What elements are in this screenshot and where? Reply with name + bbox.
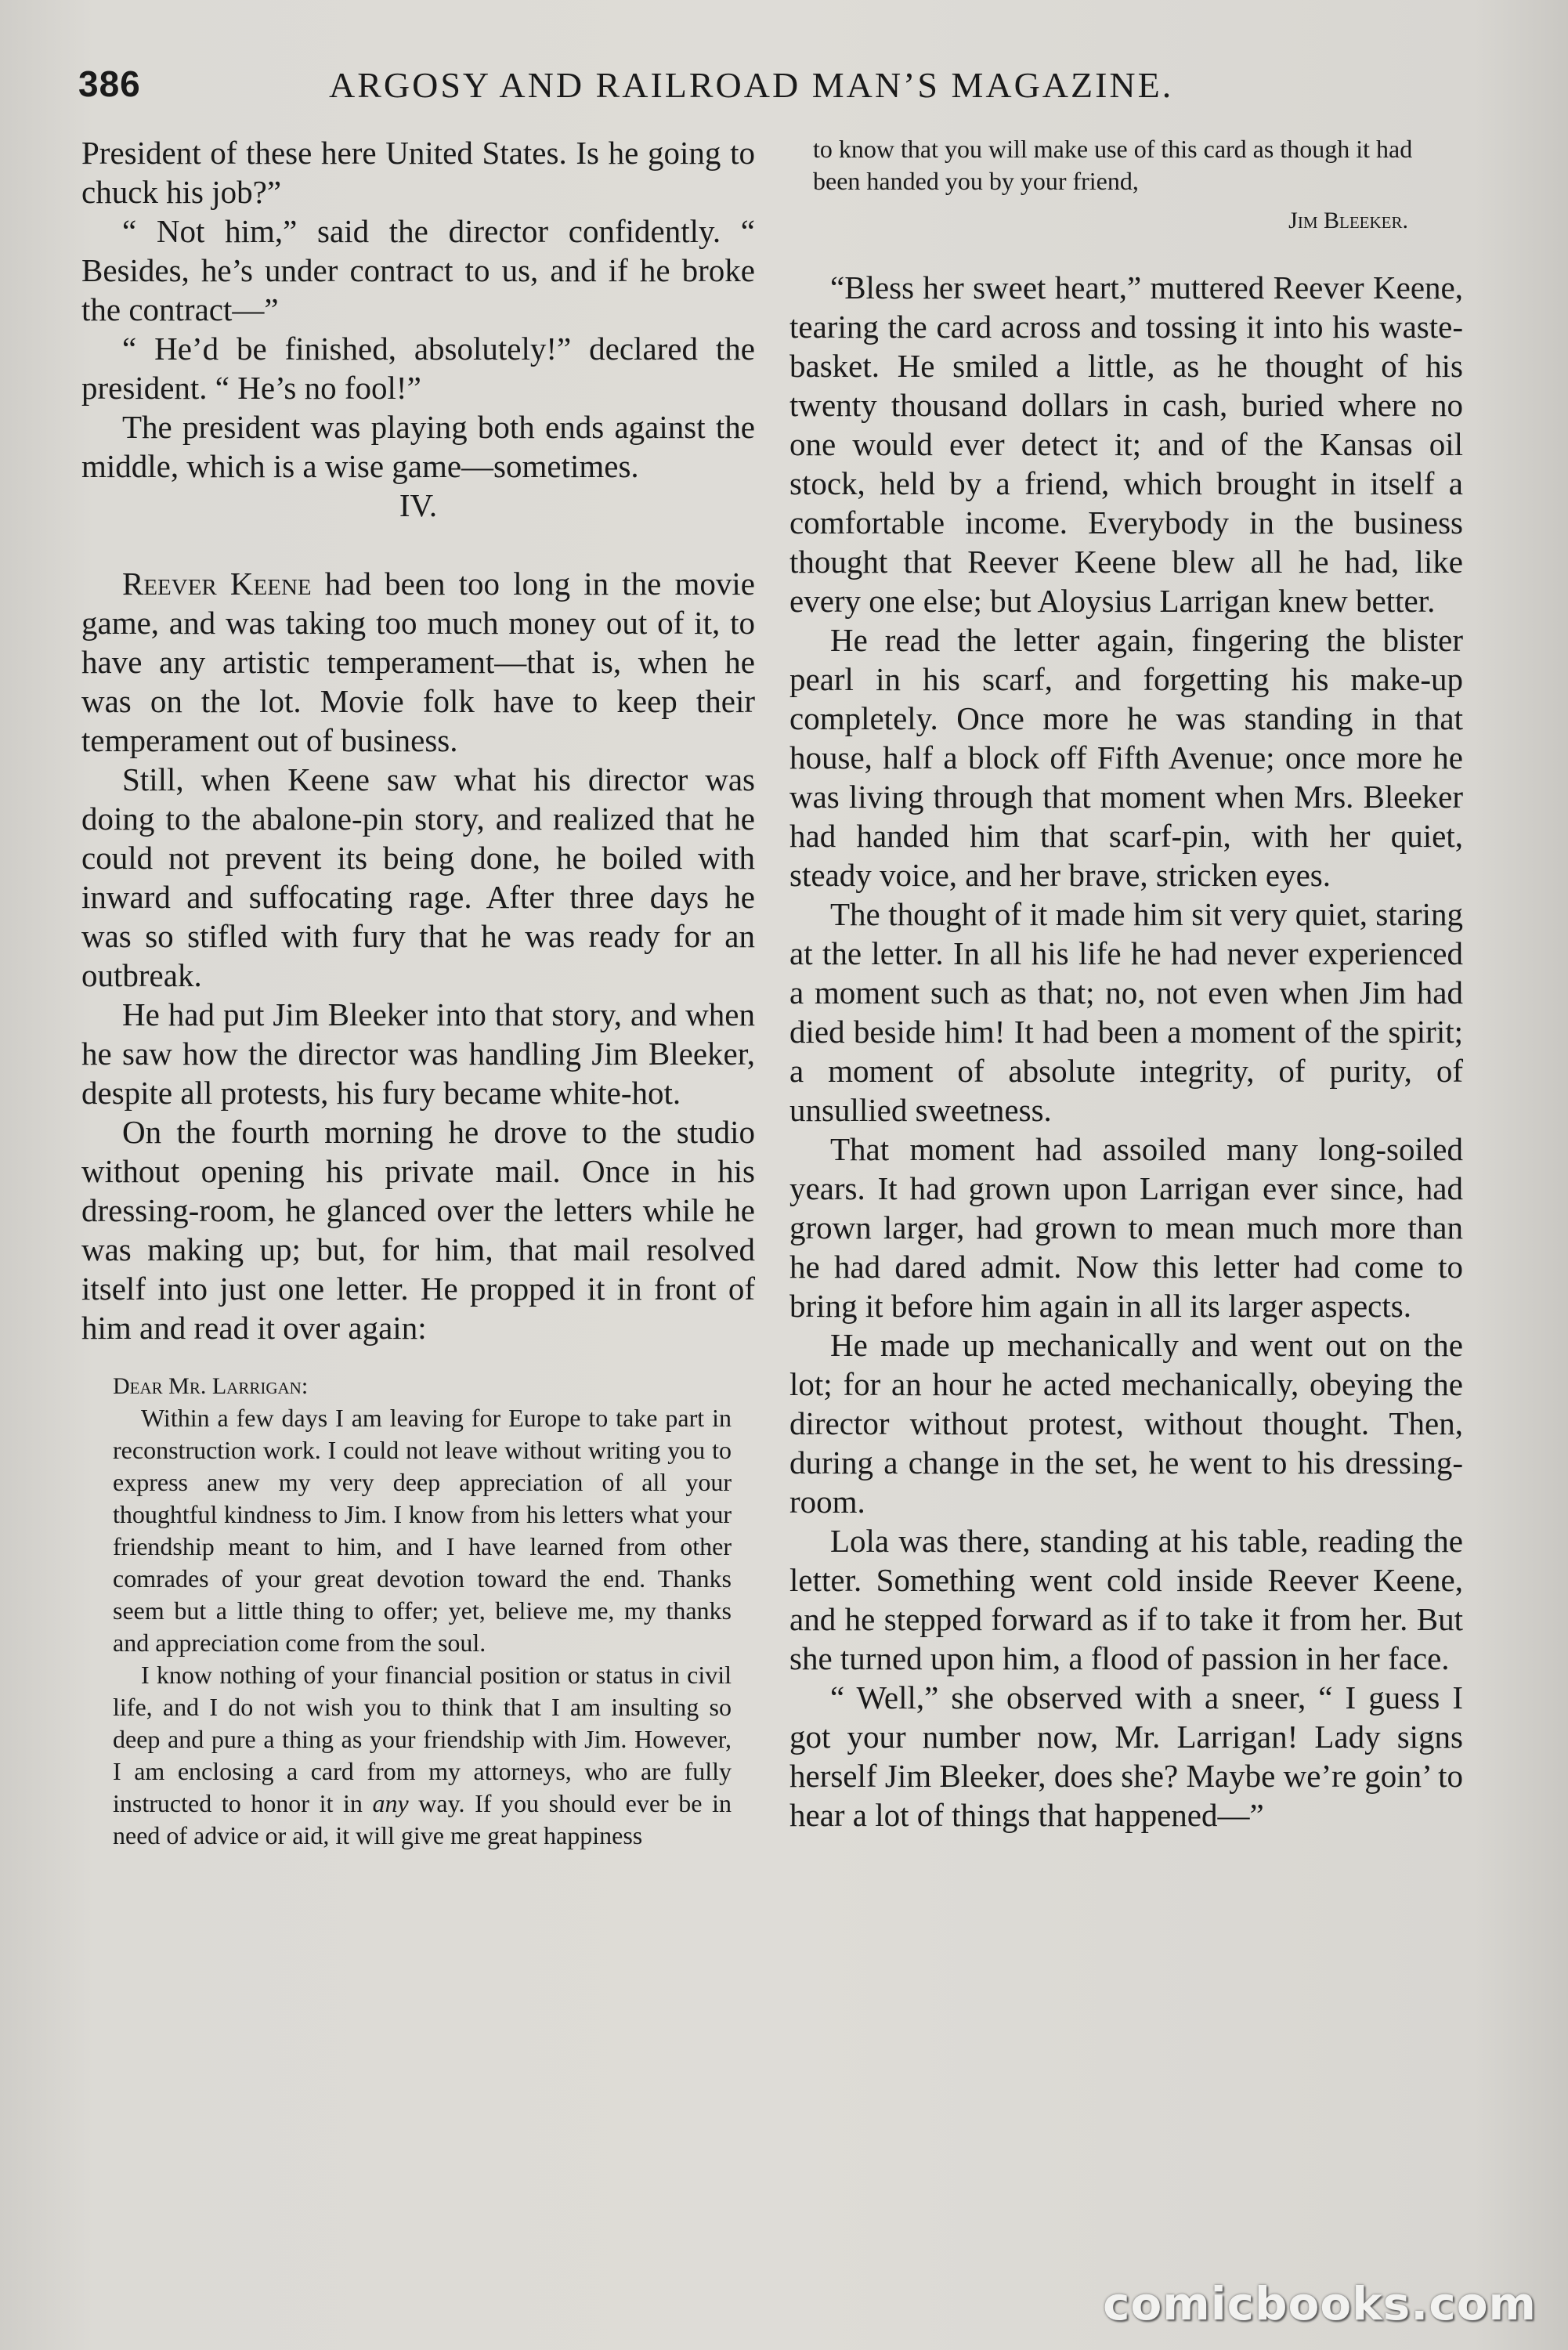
page-number: 386 xyxy=(78,63,141,104)
paragraph: The president was playing both ends against the middle, which is a wise game—sometimes. xyxy=(81,409,755,484)
letter-paragraph xyxy=(81,1659,755,1852)
letter-text: way. If you should ever be in need of advice or aid, it will give me great happiness xyxy=(113,1789,732,1849)
paragraph: He made up mechanically and went out on the lot; for an hour he acted mechanically, obeying the director without protest, without thought. Then, during a change in the set, he went to his dressing-room. xyxy=(789,1327,1463,1520)
paragraph: “ He’d be finished, absolutely!” declared the president. “ He’s no fool!” xyxy=(81,331,755,406)
left-column xyxy=(81,133,755,1852)
paragraph: President of these here United States. Is he going to chuck his job?” xyxy=(81,135,755,210)
paragraph: That moment had assoiled many long-soiled years. It had grown upon Larrigan ever since, had grown larger, had grown to mean much more than he had dared admit. Now this letter had come to bring it before him again in all its larger aspects. xyxy=(789,1131,1463,1324)
paragraph: The thought of it made him sit very quiet, staring at the letter. In all his life he had never experienced a moment such as that; no, not even when Jim had died beside him! It had been a moment of the spirit; a moment of absolute integrity, of purity, of unsullied sweetness. xyxy=(789,896,1463,1128)
running-title: ARGOSY AND RAILROAD MAN’S MAGAZINE. xyxy=(329,65,1174,105)
paragraph: “ Not him,” said the director confidently. “ Besides, he’s under contract to us, and if he broke the contract—” xyxy=(81,213,755,327)
paragraph: Still, when Keene saw what his director was doing to the abalone-pin story, and realized that he could not prevent its being done, he boiled with inward and suffocating rage. After three days he was so stifled with fury that he was ready for an outbreak. xyxy=(81,761,755,993)
right-column xyxy=(789,133,1463,1835)
paragraph: On the fourth morning he drove to the studio without opening his private mail. Once in his dressing-room, he glanced over the letters while he was making up; but, for him, that mail resolved itself into just one letter. He propped it in front of him and read it over again: xyxy=(81,1114,755,1346)
emphasis: any xyxy=(372,1789,409,1817)
letter-continuation: to know that you will make use of this card as though it had been handed you by your friend, xyxy=(813,135,1413,195)
watermark-logo: comicbooks.com xyxy=(1103,2277,1537,2330)
letter-signature: Jim Bleeker. xyxy=(1288,208,1408,233)
paragraph: “Bless her sweet heart,” muttered Reever Keene, tearing the card across and tossing it into his waste-basket. He smiled a little, as he thought of his twenty thousand dollars in cash, buried where no one would ever detect it; and of the Kansas oil stock, held by a friend, which brought in itself a comfortable income. Everybody in the business thought that Reever Keene blew all he had, like every one else; but Aloysius Larrigan knew better. xyxy=(789,269,1463,619)
section-heading: IV. xyxy=(399,487,438,523)
paragraph: “ Well,” she observed with a sneer, “ I guess I got your number now, Mr. Larrigan! Lady signs herself Jim Bleeker, does she? Maybe we’re goin’ to hear a lot of things that happened—” xyxy=(789,1679,1463,1833)
paragraph xyxy=(81,564,755,760)
letter-salutation: Dear Mr. Larrigan: xyxy=(113,1373,309,1399)
character-name: Reever Keene xyxy=(122,566,312,602)
letter-paragraph: Within a few days I am leaving for Europe to take part in reconstruction work. I could not leave without writing you to express anew my very deep appreciation of all your thoughtful kindness to Jim. I know from his letters what your friendship meant to him, and I have learned from other comrades of your great devotion toward the end. Thanks seem but a little thing to offer; yet, believe me, my thanks and appreciation come from the soul. xyxy=(113,1404,732,1657)
page-header xyxy=(78,63,1519,118)
letter-text: I know nothing of your financial position or status in civil life, and I do not wish you to think that I am insulting so deep and pure a thing as your friendship with Jim. However, I am enclosing a card from my attorneys, who are fully instructed to honor it in xyxy=(113,1661,732,1817)
paragraph-text: had been too long in the movie game, and was taking too much money out of it, to have any artistic temperament—that is, when he was on the lot. Movie folk have to keep their temperament out of business. xyxy=(81,566,755,758)
paragraph: Lola was there, standing at his table, reading the letter. Something went cold inside Reever Keene, and he stepped forward as if to take it from her. But she turned upon him, a flood of passion in her face. xyxy=(789,1523,1463,1676)
paragraph: He read the letter again, fingering the blister pearl in his scarf, and forgetting his make-up completely. Once more he was standing in that house, half a block off Fifth Avenue; once more he was living through that moment when Mrs. Bleeker had handed him that scarf-pin, with her quiet, steady voice, and her brave, stricken eyes. xyxy=(789,622,1463,893)
paragraph: He had put Jim Bleeker into that story, and when he saw how the director was handling Jim Bleeker, despite all protests, his fury became white-hot. xyxy=(81,996,755,1111)
